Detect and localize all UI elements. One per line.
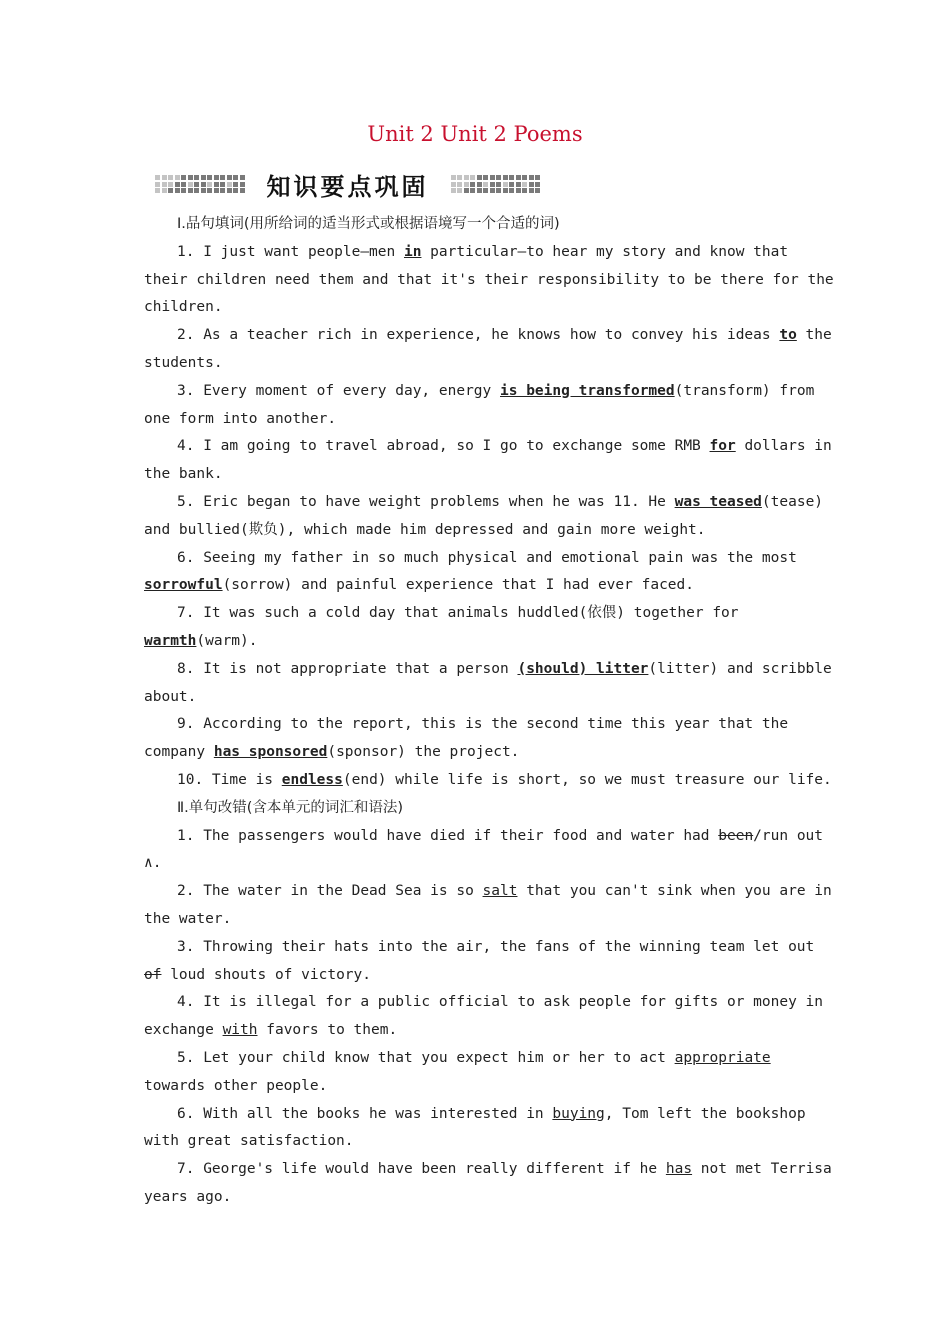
q6-line-1: 6. Seeing my father in so much physical and emotional pain was the most — [177, 549, 797, 566]
e6-line-2: with great satisfaction. — [144, 1133, 354, 1150]
e2-line-1: 2. The water in the Dead Sea is so salt that you can't sink when you are in — [177, 883, 832, 900]
page-title: Unit 2 Unit 2 Poems — [367, 122, 583, 146]
e3-deleted-word: of — [144, 966, 162, 983]
q9-line-1: 9. According to the report, this is the second time this year that the — [177, 716, 789, 733]
q1-line-2: their children need them and that it's their responsibility to be there for the — [144, 271, 834, 288]
q1-answer: in — [403, 243, 422, 260]
q1-line-3: children. — [144, 299, 223, 316]
section-banner — [155, 168, 540, 200]
e3-line-2: of loud shouts of victory. — [144, 966, 371, 983]
section-2-heading: Ⅱ.单句改错(含本单元的词汇和语法) — [177, 799, 404, 816]
q5-line-2: and bullied(欺负), which made him depressed and gain more weight. — [144, 521, 706, 538]
e7-line-1: 7. George's life would have been really different if he has not met Terrisa — [177, 1161, 832, 1178]
q2-answer: to — [779, 327, 797, 344]
banner-dots-right — [451, 175, 541, 193]
e1-line-1: 1. The passengers would have died if their food and water had been/run out — [177, 827, 824, 844]
section-1-heading: Ⅰ.品句填词(用所给词的适当形式或根据语境写一个合适的词) — [177, 216, 560, 232]
e1-line-2: ∧. — [144, 855, 162, 872]
e5-line-2: towards other people. — [144, 1077, 328, 1094]
exercise-content — [144, 211, 834, 1212]
e5-error-word: appropriate — [674, 1049, 771, 1066]
q3-line-1: 3. Every moment of every day, energy is being transformed(transform) from — [177, 382, 815, 399]
e4-error-word: with — [222, 1022, 258, 1039]
q6-line-2: sorrowful(sorrow) and painful experience that I had ever faced. — [144, 577, 694, 594]
q6-answer: sorrowful — [144, 577, 223, 594]
e4-line-2: exchange with favors to them. — [144, 1022, 398, 1039]
q9-answer: has sponsored — [213, 744, 328, 761]
e6-line-1: 6. With all the books he was interested in buying, Tom left the bookshop — [177, 1105, 806, 1122]
q4-answer: for — [709, 438, 736, 455]
e7-line-2: years ago. — [144, 1188, 232, 1205]
q5-answer: was teased — [674, 493, 762, 510]
q8-line-1: 8. It is not appropriate that a person (should) litter(litter) and scribble — [177, 660, 832, 677]
q3-line-2: one form into another. — [144, 410, 337, 427]
q9-line-2: company has sponsored(sponsor) the project. — [144, 744, 520, 761]
q2-line-2: students. — [144, 354, 223, 371]
e1-deleted-word: been — [718, 827, 754, 844]
e7-error-word: has — [665, 1161, 693, 1178]
e5-line-1: 5. Let your child know that you expect him or her to act appropriate — [177, 1049, 771, 1066]
q4-line-1: 4. I am going to travel abroad, so I go to exchange some RMB for dollars in — [177, 438, 832, 455]
q2-line-1: 2. As a teacher rich in experience, he knows how to convey his ideas to the — [177, 327, 832, 344]
banner-title: 知识要点巩固 — [266, 172, 429, 201]
q4-line-2: the bank. — [144, 466, 223, 483]
q5-line-1: 5. Eric began to have weight problems when he was 11. He was teased(tease) — [177, 493, 824, 510]
e3-line-1: 3. Throwing their hats into the air, the fans of the winning team let out — [177, 938, 815, 955]
q1-line-1 — [144, 239, 806, 267]
q3-answer: is being transformed — [500, 382, 675, 399]
q7-line-1: 7. It was such a cold day that animals huddled(依偎) together for — [177, 605, 739, 622]
q8-answer: (should) litter — [517, 660, 649, 677]
q7-answer: warmth — [144, 632, 197, 649]
e4-line-1: 4. It is illegal for a public official to ask people for gifts or money in — [177, 994, 824, 1011]
q7-line-2: warmth(warm). — [144, 632, 258, 649]
q8-line-2: about. — [144, 688, 197, 705]
e2-line-2: the water. — [144, 910, 232, 927]
q10-answer: endless — [281, 771, 343, 788]
q1-text: 1. I just want people—men in particular—to hear my story and know that — [177, 243, 789, 260]
banner-dots-left — [155, 175, 245, 193]
e6-error-word: buying — [552, 1105, 605, 1122]
q10-line-1: 10. Time is endless(end) while life is short, so we must treasure our life. — [177, 771, 832, 788]
e2-error-word: salt — [482, 883, 518, 900]
